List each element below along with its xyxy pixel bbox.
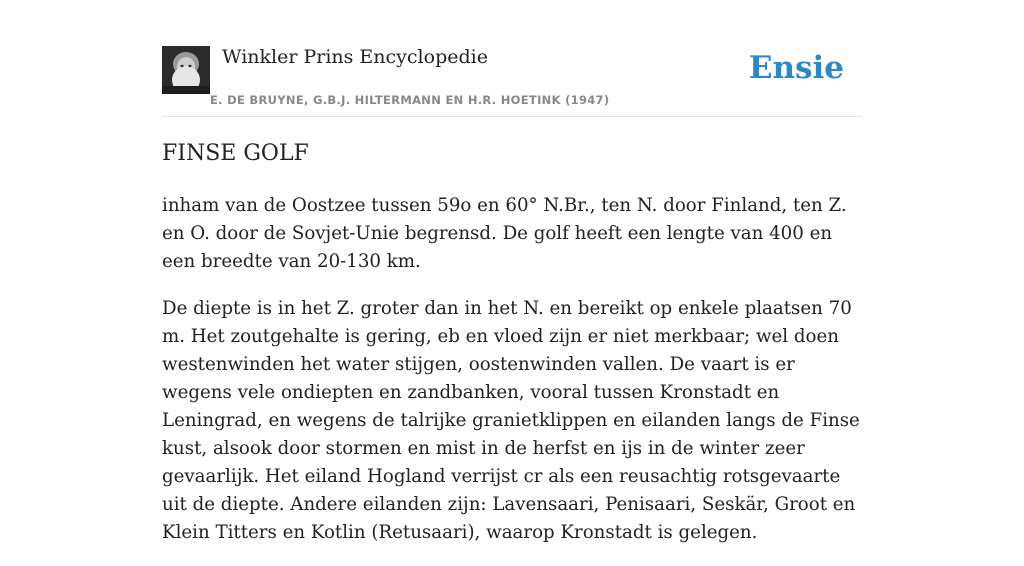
site-title[interactable]: Winkler Prins Encyclopedie	[222, 46, 488, 68]
site-header	[162, 38, 862, 117]
paragraph: inham van de Oostzee tussen 59o en 60° N.Br., ten N. door Finland, ten Z. en O. door de Sovjet-Unie begrensd. De golf heeft een lengte van 400 en een breedte van 20-130 km.	[162, 195, 847, 272]
brand-logo[interactable]: Ensie	[748, 50, 844, 86]
article-body	[162, 192, 862, 566]
authors-line: E. DE BRUYNE, G.B.J. HILTERMANN EN H.R. HOETINK (1947)	[210, 93, 610, 107]
entry-title: FINSE GOLF	[162, 141, 309, 166]
portrait-icon	[162, 46, 210, 94]
author-avatar[interactable]	[162, 46, 210, 94]
paragraph: De diepte is in het Z. groter dan in het N. en bereikt op enkele plaatsen 70 m. Het zoutgehalte is gering, eb en vloed zijn er niet merkbaar; wel doen westenwinden het water stijgen, oostenwinden vallen. De vaart is er wegens vele ondiepten en zandbanken, vooral tussen Kronstadt en Leningrad, en wegens de talrijke granietklippen en eilanden langs de Finse kust, alsook door stormen en mist in de herfst en ijs in de winter zeer gevaarlijk. Het eiland Hogland verrijst cr als een reusachtig rotsgevaarte uit de diepte. Andere eilanden zijn: Lavensaari, Penisaari, Seskär, Groot en Klein Titters en Kotlin (Retusaari), waarop Kronstadt is gelegen.	[162, 298, 860, 543]
